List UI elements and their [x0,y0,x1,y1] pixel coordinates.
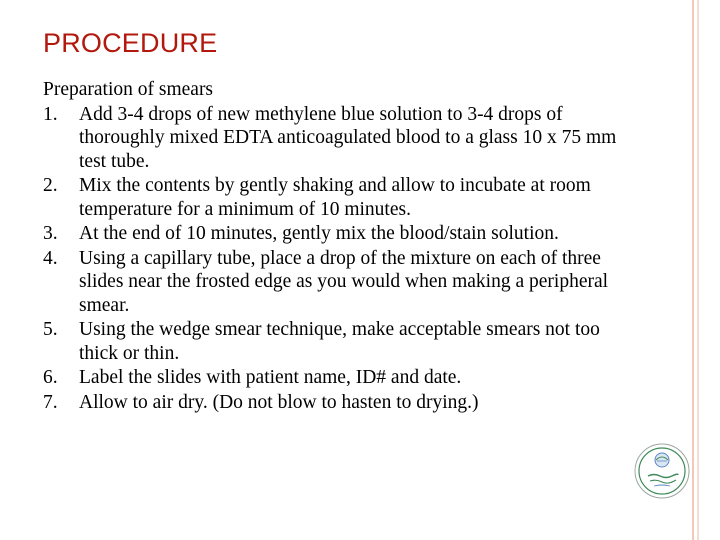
step-number: 3. [43,223,58,244]
step-number: 2. [43,175,58,196]
list-item [43,318,643,365]
slide-title: PROCEDURE [43,28,218,58]
procedure-steps-list [43,103,643,415]
step-number: 1. [43,103,58,125]
list-item [43,391,643,415]
section-subheading: Preparation of smears [43,79,214,100]
list-item [43,174,643,221]
step-number: 4. [43,247,58,269]
list-item [43,366,643,390]
step-text: Using the wedge smear technique, make acceptable smears not too thick or thin. [79,319,600,364]
list-item [43,222,643,246]
step-number: 7. [43,391,58,413]
step-text: Allow to air dry. (Do not blow to hasten to drying.) [79,391,479,413]
step-text: Mix the contents by gently shaking and allow to incubate at room temperature for a minimum of 10 minutes. [79,175,591,220]
step-text: Using a capillary tube, place a drop of the mixture on each of three slides near the frosted edge as you would when making a peripheral smear. [79,247,609,316]
step-text: Add 3-4 drops of new methylene blue solution to 3-4 drops of thoroughly mixed EDTA anticoagulated blood to a glass 10 x 75 mm test tube. [79,103,617,172]
university-seal-icon [632,442,692,500]
list-item [43,103,643,174]
slide-content [43,78,643,415]
list-item [43,247,643,318]
border-stripe [692,0,694,540]
step-number: 5. [43,319,58,340]
border-stripe [697,0,699,540]
step-text: Label the slides with patient name, ID# and date. [79,367,462,388]
step-text: At the end of 10 minutes, gently mix the blood/stain solution. [79,223,559,244]
step-number: 6. [43,367,58,388]
